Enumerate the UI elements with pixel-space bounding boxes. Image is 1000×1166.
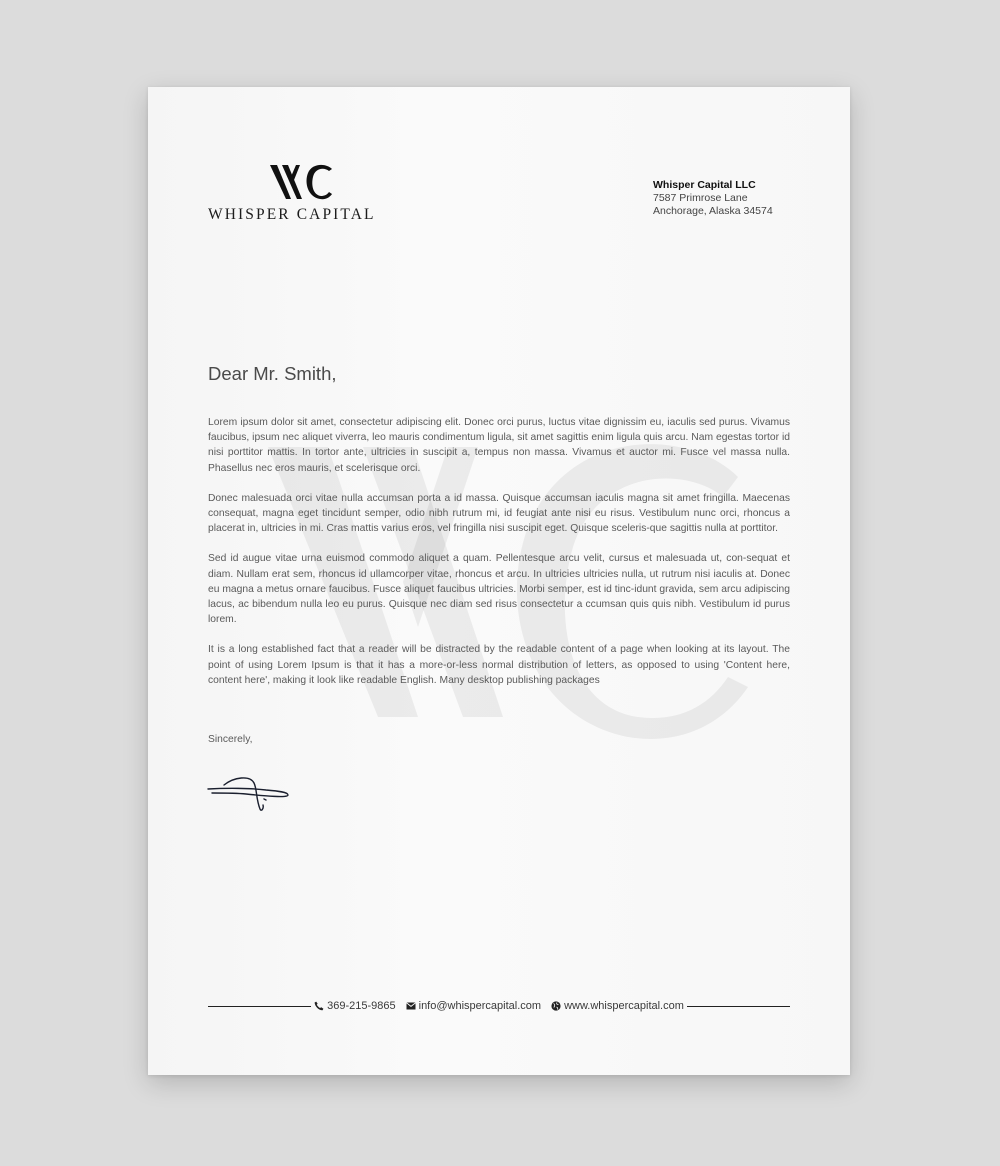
footer-rule-right xyxy=(687,1006,790,1007)
letter-salutation: Dear Mr. Smith, xyxy=(208,363,337,384)
globe-icon xyxy=(551,1001,561,1011)
footer-rule-left xyxy=(208,1006,311,1007)
address-line-1: 7587 Primrose Lane xyxy=(653,192,748,204)
letter-closing: Sincerely, xyxy=(208,734,253,745)
footer-website xyxy=(551,1000,684,1012)
handwritten-signature xyxy=(206,769,296,813)
envelope-icon xyxy=(406,1002,416,1010)
contact-footer xyxy=(208,998,790,1014)
company-wordmark: WHISPER CAPITAL xyxy=(208,206,376,223)
letterhead-page xyxy=(148,87,850,1075)
phone-number: 369-215-9865 xyxy=(327,1000,396,1012)
company-address-block xyxy=(653,179,823,218)
footer-email xyxy=(406,1000,541,1012)
company-name: Whisper Capital LLC xyxy=(653,179,756,191)
body-paragraph-1: Lorem ipsum dolor sit amet, consectetur adipiscing elit. Donec orci purus, luctus vitae dignissim eu, iaculis sed purus. Vivamus faucibus, ipsum nec aliquet viverra, leo mauris condimentum ligula, sit amet sagittis enim ligula quis arcu. Nam egestas tortor id nisi porttitor mattis. In tortor ante, ultricies in suscipit a, tempus non massa. Vivamus et auctor mi. Fusce vel massa nulla. Phasellus nec eros mauris, et scelerisque orci. xyxy=(208,417,790,474)
phone-icon xyxy=(314,1001,324,1011)
body-paragraph-4: It is a long established fact that a reader will be distracted by the readable content of a page when looking at its layout. The point of using Lorem Ipsum is that it has a more-or-less normal distribution of letters, as opposed to using 'Content here, content here', making it look like readable English. Many desktop publishing packages xyxy=(208,644,790,686)
body-paragraph-3: Sed id augue vitae urna euismod commodo aliquet a quam. Pellentesque arcu velit, cursus et malesuada ut, con-sequat et diam. Nullam erat sem, rhoncus id ullamcorper vitae, rhoncus et arcu. In ultricies ultricies nulla, ut rutrum nisi iaculis at. Donec eu magna a metus ornare faucibus. Fusce aliquet faucibus ultricies. Morbi semper, est id tinc-idunt gravida, sem arcu adipiscing lacus, ac bibendum nulla leo eu purus. Quisque nec diam sed risus consectetur a ccumsan quis quis nibh. Vestibulum id purus lorem. xyxy=(208,553,790,626)
address-line-2: Anchorage, Alaska 34574 xyxy=(653,205,773,217)
footer-phone xyxy=(314,1000,396,1012)
wc-monogram-icon xyxy=(268,163,334,201)
email-address: info@whispercapital.com xyxy=(418,1000,542,1012)
body-paragraph-2: Donec malesuada orci vitae nulla accumsan porta a id massa. Quisque accumsan iaculis magna sit amet fringilla. Maecenas consequat, magna eget tincidunt semper, odio nibh rutrum mi, id feugiat ante nisi eu risus. Vestibulum nunc orci, rhoncus a placerat in, ultricies in mi. Cras mattis varius eros, vel fringilla nisi suscipit eget. Quisque sceleris-que sagittis nulla at porttitor. xyxy=(208,492,790,535)
company-logo xyxy=(208,163,398,223)
letter-body xyxy=(208,415,790,703)
website-url: www.whispercapital.com xyxy=(564,1000,684,1012)
